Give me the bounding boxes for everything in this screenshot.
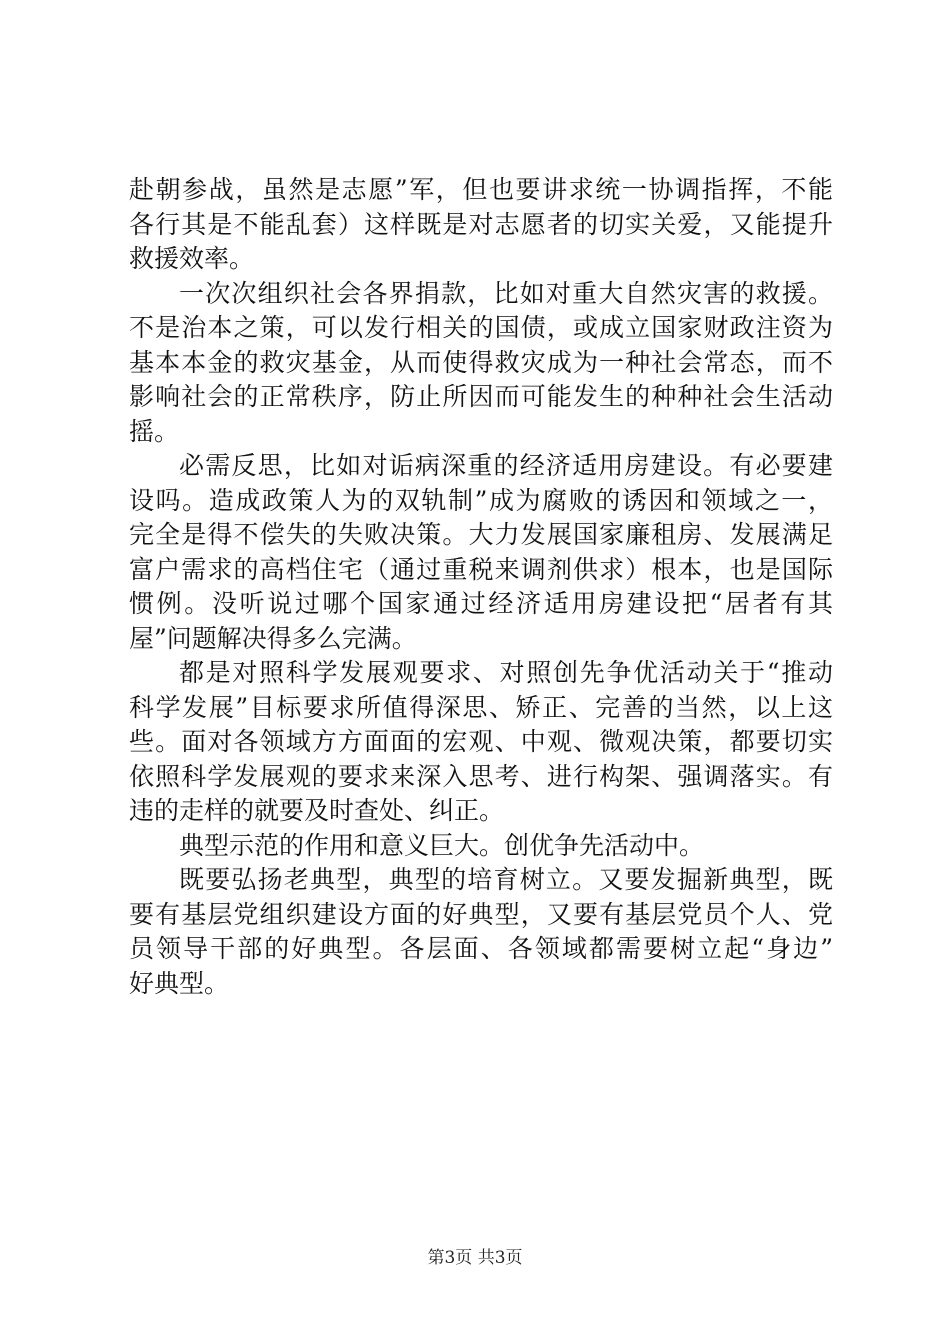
text-line: 典型示范的作用和意义巨大。创优争先活动中。: [179, 830, 705, 860]
text-line: 摇。: [129, 416, 180, 446]
text-line: 都是对照科学发展观要求、对照创先争优活动关于“推动: [179, 658, 833, 687]
text-line: 不是治本之策，可以发行相关的国债，或成立国家财政注资为: [129, 313, 833, 342]
text-line: 基本本金的救灾基金，从而使得救灾成为一种社会常态，而不: [129, 347, 833, 377]
text-line: 一次次组织社会各界捐款，比如对重大自然灾害的救援。: [179, 278, 833, 308]
text-line: 屋”问题解决得多么完满。: [129, 623, 417, 653]
text-line: 依照科学发展观的要求来深入思考、进行构架、强调落实。有: [129, 761, 833, 791]
text-line: 设吗。造成政策人为的双轨制”成为腐败的诱因和领域之一，: [129, 485, 833, 515]
text-line: 员领导干部的好典型。各层面、各领域都需要树立起“身边”: [129, 934, 833, 963]
text-line: 既要弘扬老典型，典型的培育树立。又要发掘新典型，既: [179, 865, 833, 894]
page-footer: 第3页 共3页: [427, 1248, 523, 1268]
text-line: 违的走样的就要及时查处、纠正。: [129, 796, 505, 825]
text-line: 些。面对各领域方方面面的宏观、中观、微观决策，都要切实: [129, 727, 833, 756]
document-body: [129, 173, 833, 1001]
text-line: 赴朝参战，虽然是志愿”军，但也要讲求统一协调指挥，不能: [129, 175, 833, 204]
text-line: 科学发展”目标要求所值得深思、矫正、完善的当然，以上这: [129, 692, 833, 722]
text-line: 完全是得不偿失的失败决策。大力发展国家廉租房、发展满足: [129, 520, 833, 549]
text-line: 必需反思，比如对诟病深重的经济适用房建设。有必要建: [179, 451, 833, 480]
text-line: 各行其是不能乱套）这样既是对志愿者的切实关爱，又能提升: [129, 209, 833, 239]
text-line: 要有基层党组织建设方面的好典型，又要有基层党员个人、党: [129, 899, 833, 929]
text-line: 惯例。没听说过哪个国家通过经济适用房建设把“居者有其: [129, 589, 833, 618]
text-line: 救援效率。: [129, 244, 255, 273]
text-line: 影响社会的正常秩序，防止所因而可能发生的种种社会生活动: [129, 382, 833, 411]
text-line: 富户需求的高档住宅（通过重税来调剂供求）根本，也是国际: [129, 554, 833, 584]
text-line: 好典型。: [129, 968, 230, 998]
